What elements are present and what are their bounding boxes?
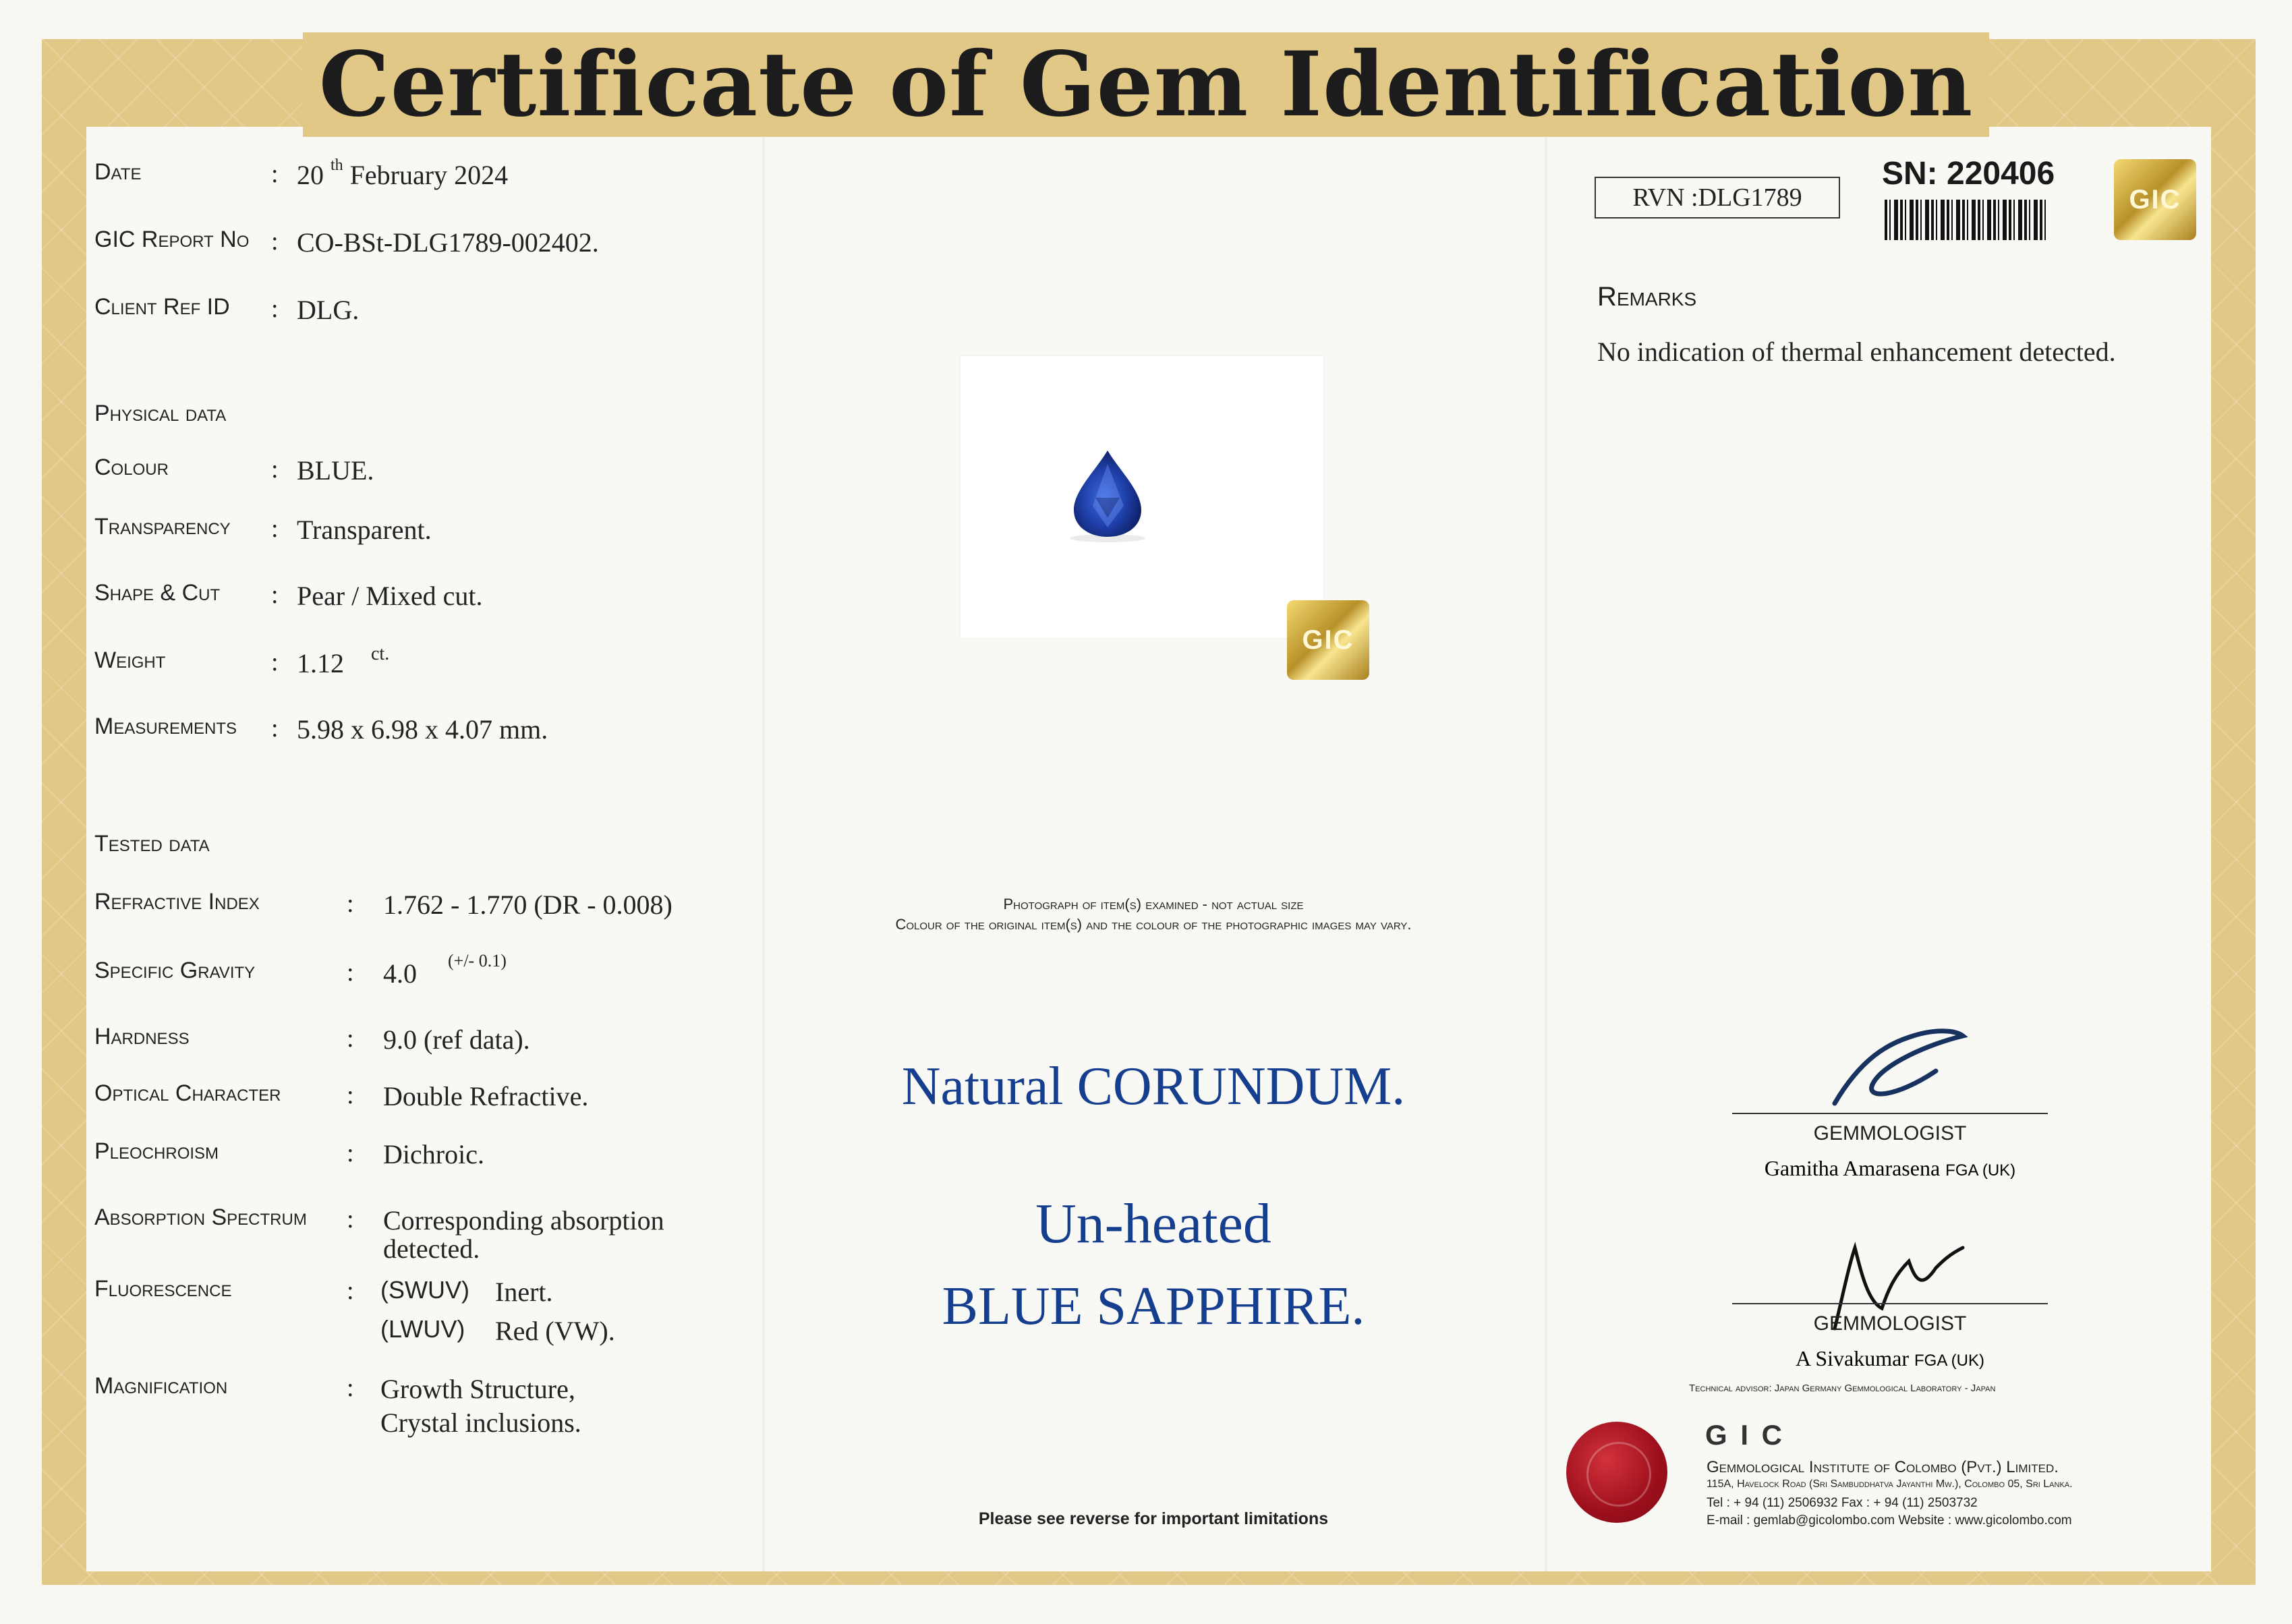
magnification-label: Magnification [94, 1373, 228, 1399]
report-no-row: GIC Report No : CO-BSt-DLG1789-002402. [94, 227, 599, 258]
absorption-row: Absorption Spectrum : Corresponding absorption detected. [94, 1205, 664, 1264]
fluorescence-label: Fluorescence [94, 1276, 232, 1302]
signature-2-title: GEMMOLOGIST [1813, 1312, 1967, 1335]
transparency-row: Transparency : Transparent. [94, 514, 432, 545]
date-day: 20 [297, 160, 324, 190]
signature-2-name [1665, 1346, 2115, 1371]
gic-corner-hologram: GIC [2114, 159, 2196, 240]
fluorescence-row: Fluorescence : (SWUV) Inert. (LWUV) Red (VW). [94, 1276, 615, 1346]
measurements-label: Measurements [94, 714, 237, 739]
pleochroism-row: Pleochroism : Dichroic. [94, 1138, 484, 1169]
weight-label: Weight [94, 647, 166, 673]
transparency-value: Transparent. [297, 515, 432, 545]
specific-gravity-label: Specific Gravity [94, 958, 256, 983]
signature-2-person: A Sivakumar [1796, 1346, 1909, 1370]
magnification-row: Magnification : Growth Structure, Crystal inclusions. [94, 1373, 581, 1438]
client-ref-label: Client Ref ID [94, 294, 230, 320]
weight-row: Weight : 1.12 ct. [94, 643, 390, 678]
gem-photo [961, 356, 1323, 638]
specific-gravity-value: 4.0 [383, 958, 417, 989]
barcode [1885, 200, 2048, 240]
optical-character-label: Optical Character [94, 1080, 281, 1106]
date-row: Date : 20 $^{th}$ February 2024 [94, 156, 509, 190]
tested-data-heading: Tested data [94, 831, 210, 857]
signature-1-name [1665, 1156, 2115, 1181]
client-ref-value: DLG. [297, 295, 360, 325]
certificate-title: Certificate of Gem Identification [0, 32, 2292, 137]
signature-2-qualification: FGA (UK) [1914, 1352, 1984, 1370]
refractive-index-row: Refractive Index : 1.762 - 1.770 (DR - 0.008) [94, 889, 672, 920]
technical-advisor: Technical advisor: Japan Germany Gemmological Laboratory - Japan [1689, 1383, 1996, 1394]
magnification-value: Growth Structure, [380, 1374, 575, 1404]
colour-label: Colour [94, 455, 169, 480]
weight-unit: ct. [371, 643, 390, 664]
date-suffix: th [331, 156, 343, 174]
swuv-label: (SWUV) [380, 1276, 469, 1304]
lwuv-value: Red (VW). [495, 1316, 615, 1346]
measurements-value: 5.98 x 6.98 x 4.07 mm. [297, 714, 548, 745]
signature-2-line [1732, 1303, 2048, 1304]
sapphire-image [961, 356, 1323, 638]
gic-hologram-sticker: GIC [1287, 600, 1369, 680]
absorption-value-line2: detected. [383, 1234, 480, 1264]
rvn-box [1595, 177, 1840, 219]
serial-number: SN: 220406 [1882, 156, 2055, 192]
hardness-row: Hardness : 9.0 (ref data). [94, 1024, 530, 1055]
client-ref-row: Client Ref ID : DLG. [94, 294, 360, 325]
hardness-value: 9.0 (ref data). [383, 1024, 530, 1055]
specific-gravity-row: Specific Gravity : 4.0 (+/- 0.1) [94, 951, 507, 989]
weight-value: 1.12 [297, 648, 344, 678]
reverse-limitations-note: Please see reverse for important limitations [978, 1509, 1329, 1528]
rvn-value: RVN :DLG1789 [1632, 183, 1802, 212]
signature-1-line [1732, 1113, 2048, 1114]
specific-gravity-tolerance: (+/- 0.1) [448, 951, 507, 970]
institute-acronym: G I C [1705, 1419, 1785, 1451]
result-variety: BLUE SAPPHIRE. [942, 1277, 1365, 1336]
fold-line-left [762, 127, 765, 1571]
result-species: Natural CORUNDUM. [901, 1057, 1406, 1116]
fold-line-right [1545, 127, 1547, 1571]
absorption-value: Corresponding absorption [383, 1205, 664, 1236]
remarks-text: No indication of thermal enhancement detected. [1597, 337, 2116, 367]
result-treatment: Un-heated [1035, 1192, 1271, 1255]
remarks-heading: Remarks [1597, 282, 1697, 312]
signature-1-qualification: FGA (UK) [1945, 1161, 2016, 1180]
physical-data-heading: Physical data [94, 401, 227, 426]
photo-note-line1: Photograph of item(s) examined - not actual size [1003, 896, 1304, 912]
signature-1 [1808, 1017, 1983, 1111]
report-no-label: GIC Report No [94, 227, 250, 252]
swuv-value: Inert. [495, 1277, 553, 1307]
date-month-year: February 2024 [343, 160, 509, 190]
shape-cut-row: Shape & Cut : Pear / Mixed cut. [94, 580, 483, 611]
measurements-row: Measurements : 5.98 x 6.98 x 4.07 mm. [94, 714, 548, 745]
optical-character-value: Double Refractive. [383, 1081, 589, 1111]
lwuv-label: (LWUV) [380, 1315, 465, 1343]
transparency-label: Transparency [94, 514, 231, 540]
hardness-label: Hardness [94, 1024, 190, 1049]
institute-name: Gemmological Institute of Colombo (Pvt.) Limited. [1707, 1458, 2059, 1476]
colour-row: Colour : BLUE. [94, 455, 374, 486]
refractive-index-label: Refractive Index [94, 889, 260, 915]
photo-note-line2: Colour of the original item(s) and the colour of the photographic images may vary. [895, 916, 1412, 933]
institute-phone: Tel : + 94 (11) 2506932 Fax : + 94 (11) 2503732 [1707, 1496, 1978, 1510]
magnification-value-line2: Crystal inclusions. [380, 1408, 581, 1438]
shape-cut-value: Pear / Mixed cut. [297, 581, 483, 611]
pleochroism-value: Dichroic. [383, 1139, 484, 1169]
optical-character-row: Optical Character : Double Refractive. [94, 1080, 589, 1111]
date-label: Date [94, 159, 142, 185]
absorption-label: Absorption Spectrum [94, 1205, 307, 1230]
refractive-index-value: 1.762 - 1.770 (DR - 0.008) [383, 890, 672, 920]
signature-1-person: Gamitha Amarasena [1764, 1156, 1941, 1180]
report-no-value: CO-BSt-DLG1789-002402. [297, 227, 599, 258]
wax-seal [1566, 1422, 1667, 1523]
institute-email: E-mail : gemlab@gicolombo.com Website : www.gicolombo.com [1707, 1513, 2072, 1528]
signature-1-title: GEMMOLOGIST [1813, 1122, 1967, 1144]
institute-address: 115A, Havelock Road (Sri Sambuddhatva Jayanthi Mw.), Colombo 05, Sri Lanka. [1707, 1478, 2073, 1490]
colour-value: BLUE. [297, 455, 374, 486]
shape-cut-label: Shape & Cut [94, 580, 221, 606]
pleochroism-label: Pleochroism [94, 1138, 219, 1164]
